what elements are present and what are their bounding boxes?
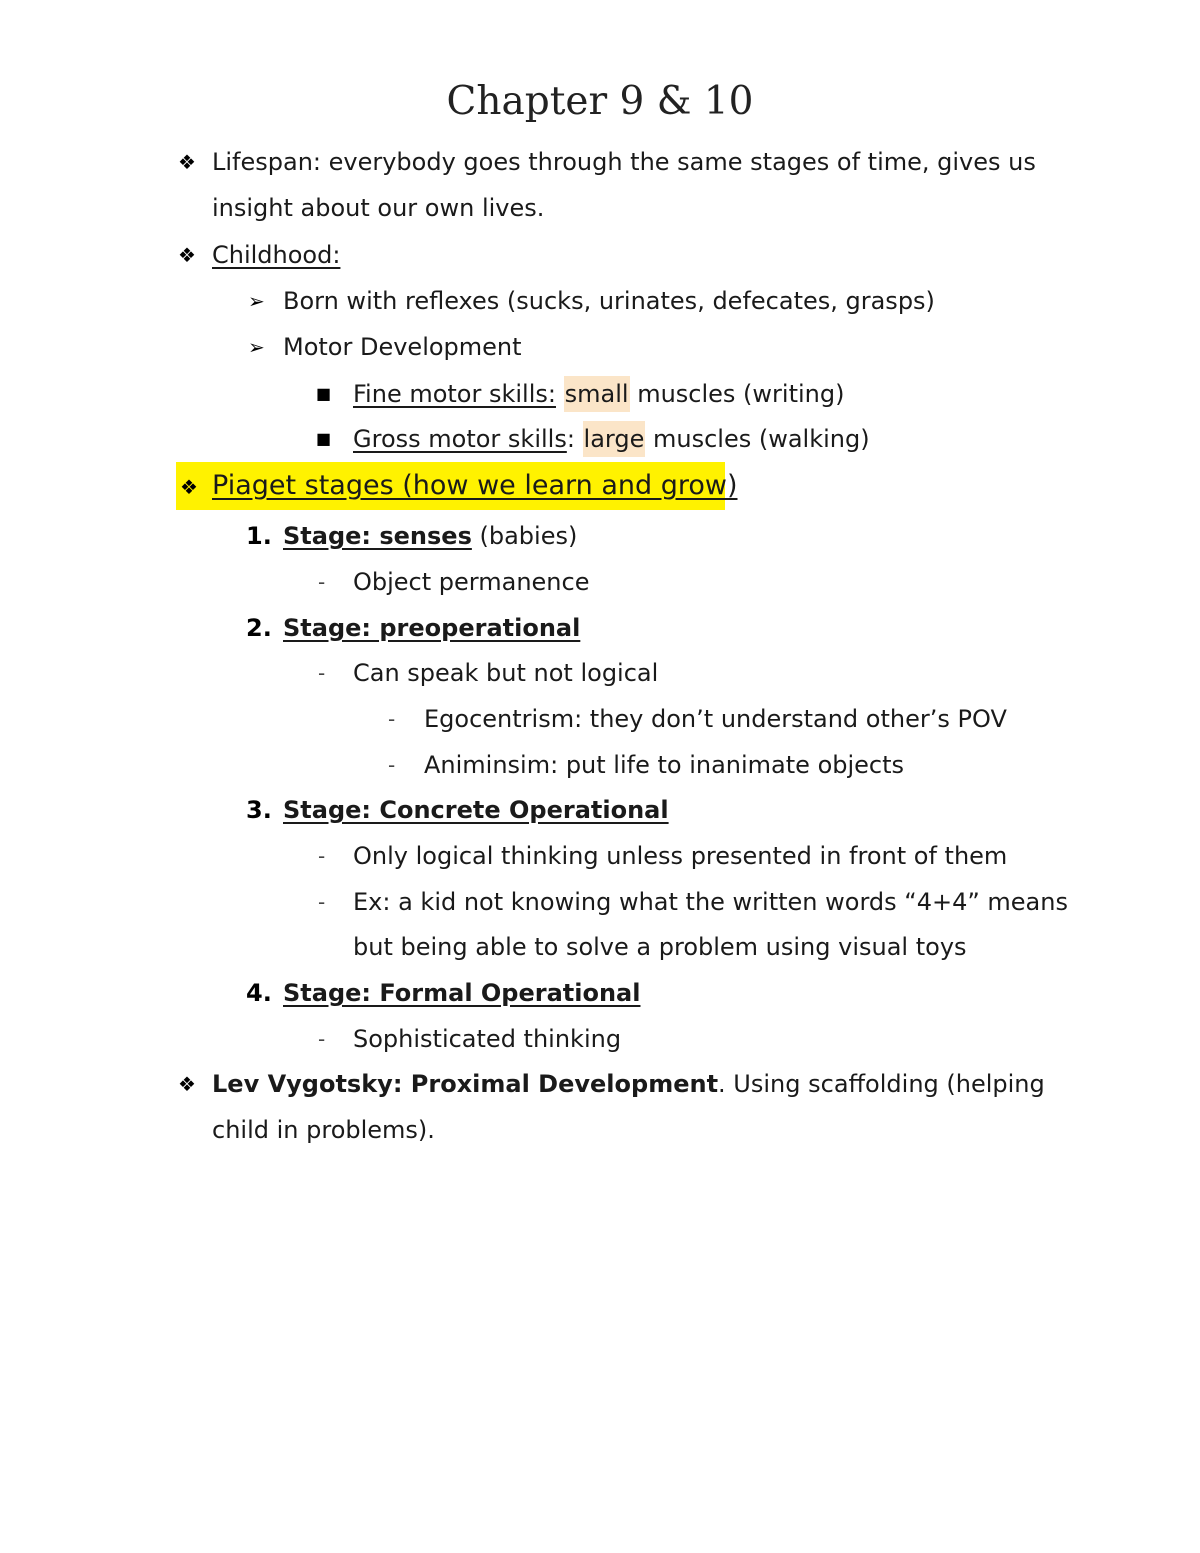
- highlight-small: small: [564, 376, 630, 412]
- dash-bullet-icon: -: [388, 753, 396, 777]
- gross-motor-item: Gross motor skills: large muscles (walking): [353, 422, 870, 456]
- dash-bullet-icon: -: [318, 890, 326, 914]
- stage-2-subitem-animism: Animinsim: put life to inanimate objects: [424, 751, 905, 779]
- page-title: Chapter 9 & 10: [446, 79, 754, 124]
- fine-motor-item: Fine motor skills: small muscles (writing): [353, 377, 844, 411]
- dash-bullet-icon: -: [318, 570, 326, 594]
- reflexes-item: Born with reflexes (sucks, urinates, defecates, grasps): [283, 287, 935, 315]
- stage-2-item: Can speak but not logical: [353, 659, 659, 687]
- vygotsky-line-2: child in problems).: [212, 1116, 435, 1144]
- diamond-bullet-icon: ❖: [180, 475, 198, 499]
- square-bullet-icon: ■: [316, 384, 332, 403]
- highlight-large: large: [583, 421, 646, 457]
- stage-number: 1.: [246, 522, 272, 550]
- dash-bullet-icon: -: [318, 844, 326, 868]
- stage-1-item: Object permanence: [353, 568, 590, 596]
- dash-bullet-icon: -: [318, 1027, 326, 1051]
- stage-3-heading: Stage: Concrete Operational: [283, 796, 669, 824]
- fine-motor-label: Fine motor skills:: [353, 380, 556, 408]
- motor-development-item: Motor Development: [283, 333, 522, 361]
- childhood-heading: Childhood:: [212, 241, 341, 269]
- diamond-bullet-icon: ❖: [178, 150, 196, 174]
- gross-motor-label: Gross motor skills: [353, 425, 567, 453]
- stage-4-item: Sophisticated thinking: [353, 1025, 622, 1053]
- stage-3-item-2-line-1: Ex: a kid not knowing what the written words “4+4” means: [353, 888, 1068, 916]
- stage-2-subitem-egocentrism: Egocentrism: they don’t understand other’s POV: [424, 705, 1007, 733]
- piaget-heading: Piaget stages (how we learn and grow): [212, 470, 738, 501]
- stage-4-heading: Stage: Formal Operational: [283, 979, 641, 1007]
- vygotsky-line-1: Lev Vygotsky: Proximal Development. Using scaffolding (helping: [212, 1070, 1045, 1098]
- dash-bullet-icon: -: [388, 707, 396, 731]
- stage-number: 2.: [246, 614, 272, 642]
- arrow-bullet-icon: ➢: [248, 289, 265, 313]
- arrow-bullet-icon: ➢: [248, 335, 265, 359]
- diamond-bullet-icon: ❖: [178, 243, 196, 267]
- lifespan-line-2: insight about our own lives.: [212, 194, 545, 222]
- stage-1-heading: Stage: senses (babies): [283, 522, 578, 550]
- stage-3-item-2-line-2: but being able to solve a problem using visual toys: [353, 933, 967, 961]
- lifespan-line-1: Lifespan: everybody goes through the same stages of time, gives us: [212, 148, 1036, 176]
- diamond-bullet-icon: ❖: [178, 1072, 196, 1096]
- dash-bullet-icon: -: [318, 661, 326, 685]
- square-bullet-icon: ■: [316, 429, 332, 448]
- stage-3-item-1: Only logical thinking unless presented in front of them: [353, 842, 1008, 870]
- stage-2-heading: Stage: preoperational: [283, 614, 581, 642]
- stage-number: 4.: [246, 979, 272, 1007]
- stage-number: 3.: [246, 796, 272, 824]
